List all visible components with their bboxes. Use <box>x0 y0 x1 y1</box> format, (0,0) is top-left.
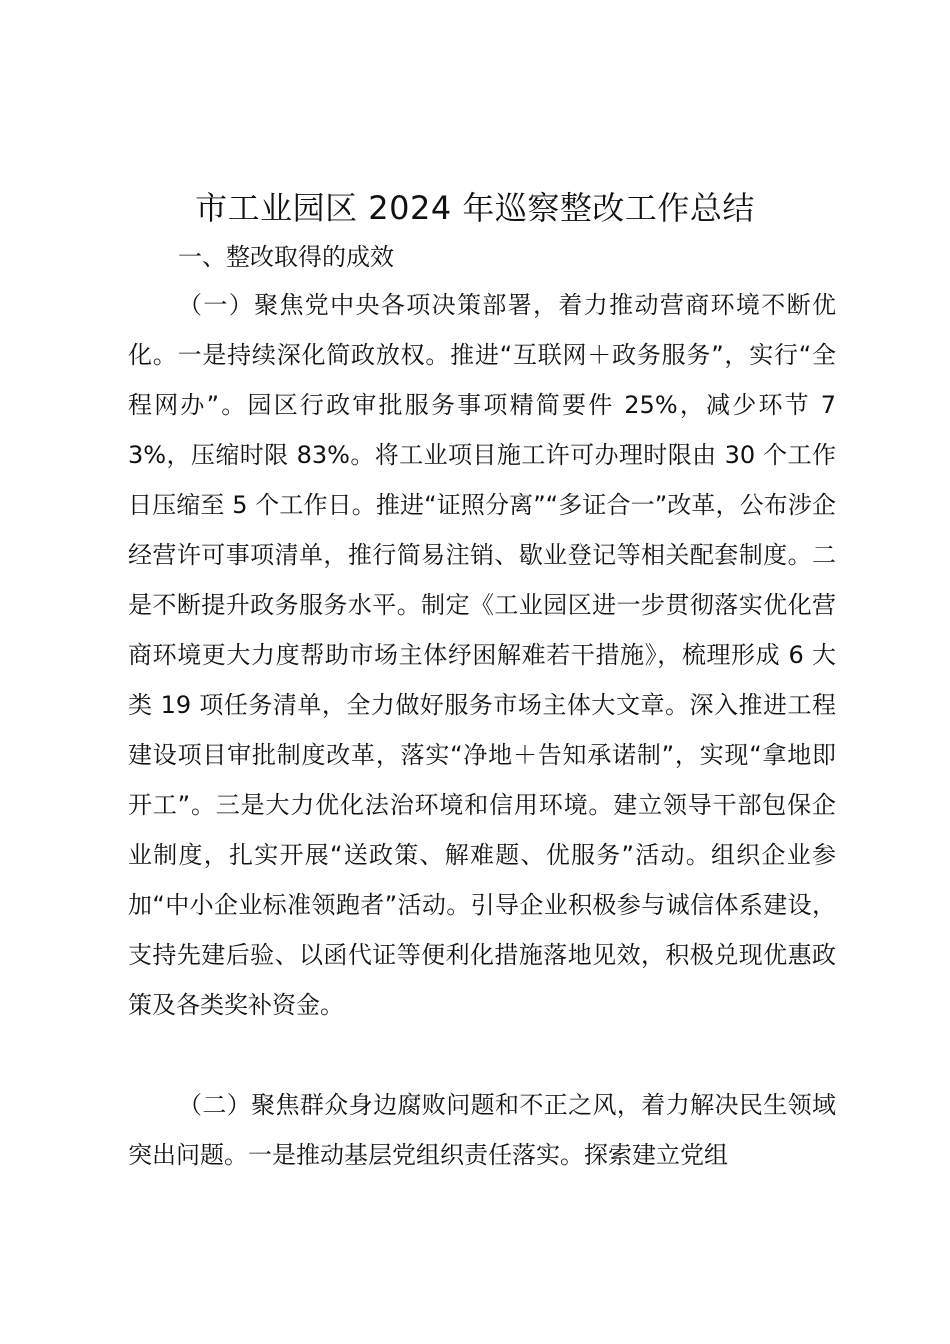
body-paragraph-2: （二）聚焦群众身边腐败问题和不正之风，着力解决民生领域突出问题。一是推动基层党组织责任落实。探索建立党组 <box>128 1091 836 1169</box>
section-heading: 一、整改取得的成效 <box>178 243 394 271</box>
body-paragraph-1: （一）聚焦党中央各项决策部署，着力推动营商环境不断优化。一是持续深化简政放权。推进“互联网＋政务服务”，实行“全程网办”。园区行政审批服务事项精简要件 25%，减少环节 73%，压缩时限 83%。将工业项目施工许可办理时限由 30 个工作日压缩至 5 个工作日。推进“证照分离”“多证合一”改革，公布涉企经营许可事项清单，推行简易注销、歇业登记等相关配套制度。二是不断提升政务服务水平。制定《工业园区进一步贯彻落实优化营商环境更大力度帮助市场主体纾困解难若干措施》，梳理形成 6 大类 19 项任务清单，全力做好服务市场主体大文章。深入推进工程建设项目审批制度改革，落实“净地＋告知承诺制”，实现“拿地即开工”。三是大力优化法治环境和信用环境。建立领导干部包保企业制度，扎实开展“送政策、解难题、优服务”活动。组织企业参加“中小企业标准领跑者”活动。引导企业积极参与诚信体系建设，支持先建后验、以函代证等便利化措施落地见效，积极兑现优惠政策及各类奖补资金。 <box>128 291 836 1019</box>
document-title: 市工业园区 2024 年巡察整改工作总结 <box>195 189 755 227</box>
